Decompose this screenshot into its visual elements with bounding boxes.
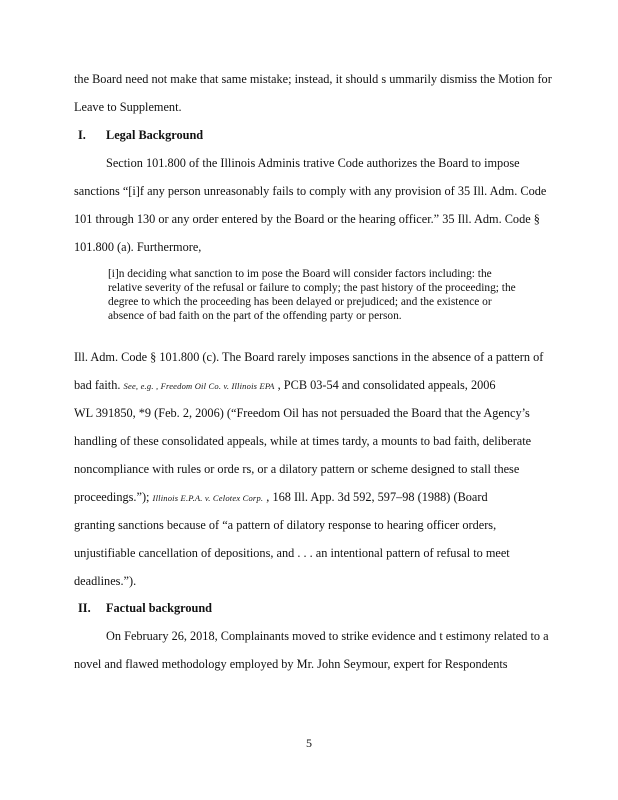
block-quote-line-4: absence of bad faith on the part of the offending party or person. [108,310,402,322]
paragraph-2-line-3: 101 through 130 or any order entered by the Board or the hearing officer.” 35 Ill. Adm. Code § [74,212,540,226]
text-segment: , 168 Ill. App. 3d 592, 597–98 (1988) (Board [263,490,488,504]
paragraph-3-line-8: unjustifiable cancellation of depositions, and . . . an intentional pattern of refusal to meet [74,546,510,560]
text-segment: , PCB 03-54 and consolidated appeals, 2006 [274,378,496,392]
case-citation: Illinois E.P.A. v. Celotex Corp. [152,493,264,503]
section-number: I. [78,128,86,142]
paragraph-1-line-2: Leave to Supplement. [74,100,182,114]
page-number: 5 [306,736,312,750]
paragraph-3-line-5: noncompliance with rules or orde rs, or a dilatory pattern or scheme designed to stall these [74,462,520,476]
section-title: Factual background [106,601,213,615]
paragraph-3-line-6 [74,490,488,505]
paragraph-1-line-1: the Board need not make that same mistake; instead, it should s ummarily dismiss the Motion for [74,72,552,86]
text-segment: bad faith. [74,378,121,392]
section-number: II. [78,601,91,615]
paragraph-3-line-7: granting sanctions because of “a pattern of dilatory response to hearing officer orders, [74,518,497,532]
paragraph-3-line-1: Ill. Adm. Code § 101.800 (c). The Board rarely imposes sanctions in the absence of a pattern of [74,350,544,364]
paragraph-3-line-2 [74,378,496,393]
text-segment: proceedings.”); [74,490,150,504]
paragraph-4-line-1: On February 26, 2018, Complainants moved to strike evidence and t estimony related to a [106,629,549,643]
paragraph-3-line-9: deadlines.”). [74,574,137,588]
section-heading-factual-background [78,601,212,615]
section-heading-legal-background [78,128,203,142]
paragraph-2-line-4: 101.800 (a). Furthermore, [74,240,202,254]
block-quote-line-1: [i]n deciding what sanction to im pose the Board will consider factors including: the [108,268,492,280]
paragraph-3-line-3: WL 391850, *9 (Feb. 2, 2006) (“Freedom Oil has not persuaded the Board that the Agency’s [74,406,530,420]
paragraph-3-line-4: handling of these consolidated appeals, while at times tardy, a mounts to bad faith, deliberate [74,434,532,448]
block-quote-line-3: degree to which the proceeding has been delayed or prejudiced; and the existence or [108,296,492,308]
section-title: Legal Background [106,128,204,142]
paragraph-2-line-1: Section 101.800 of the Illinois Adminis trative Code authorizes the Board to impose [106,156,520,170]
paragraph-2-line-2: sanctions “[i]f any person unreasonably fails to comply with any provision of 35 Ill. Adm. Code [74,184,547,198]
paragraph-4-line-2: novel and flawed methodology employed by Mr. John Seymour, expert for Respondents [74,657,508,671]
block-quote-line-2: relative severity of the refusal or failure to comply; the past history of the proceeding; the [108,282,516,294]
case-citation: See, e.g. , Freedom Oil Co. v. Illinois EPA [123,381,275,391]
